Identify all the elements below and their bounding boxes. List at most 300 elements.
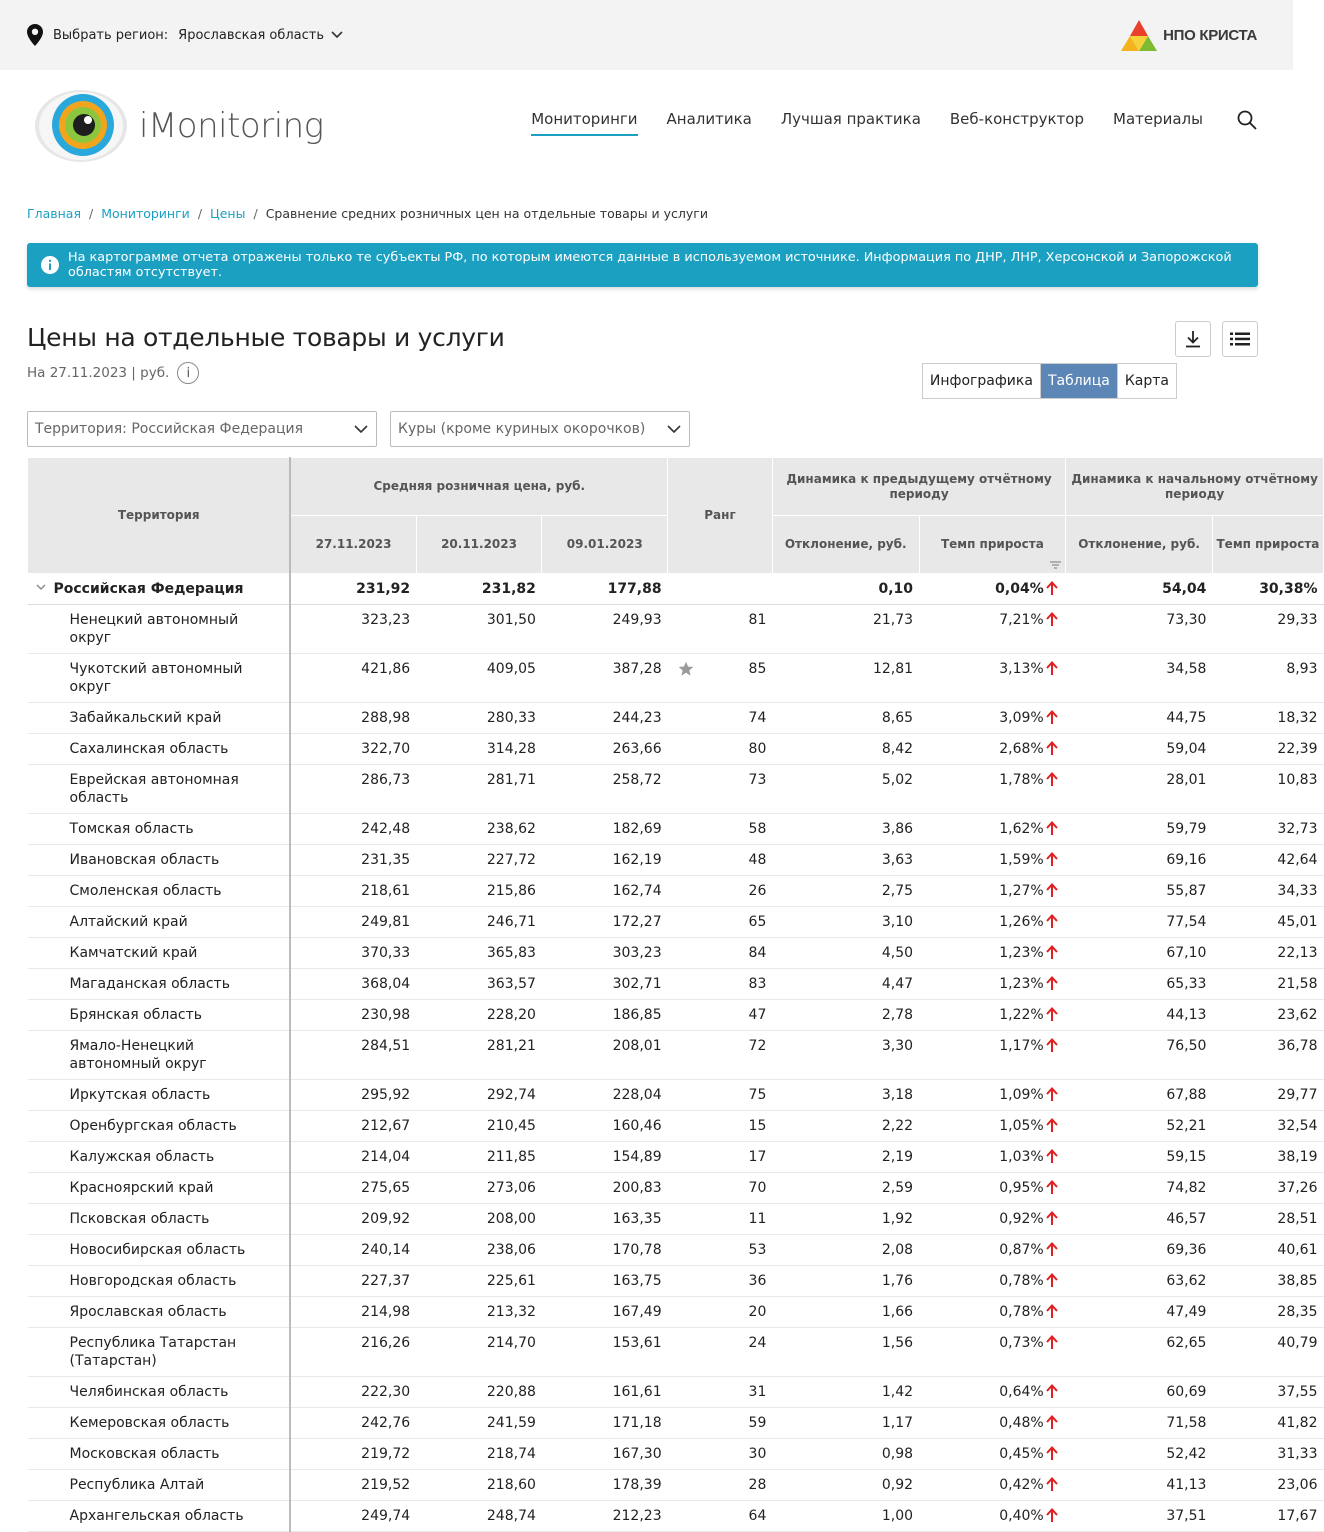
rank-cell (668, 1142, 773, 1173)
arrow-up-icon (1046, 821, 1058, 835)
growth-prev-value: 0,64% (999, 1384, 1044, 1400)
price-3: 182,69 (542, 814, 668, 845)
arrow-up-icon (1046, 1304, 1058, 1318)
price-1: 219,72 (290, 1439, 416, 1470)
rank-value: 84 (748, 945, 767, 961)
growth-start: 40,79 (1212, 1328, 1323, 1377)
rank-cell (668, 1111, 773, 1142)
list-button[interactable] (1222, 321, 1258, 357)
growth-start: 38,85 (1212, 1266, 1323, 1297)
territory-name[interactable]: Ивановская область (28, 845, 291, 876)
territory-name[interactable]: Забайкальский край (28, 703, 291, 734)
price-2: 218,74 (416, 1439, 542, 1470)
rank-value: 70 (748, 1180, 767, 1196)
territory-select[interactable] (27, 411, 377, 447)
growth-prev (919, 765, 1066, 814)
growth-start: 36,78 (1212, 1031, 1323, 1080)
deviation-start: 59,15 (1066, 1142, 1213, 1173)
header-date-2[interactable]: 20.11.2023 (416, 516, 542, 574)
view-table[interactable]: Таблица (1040, 364, 1117, 398)
rank-value: 30 (748, 1446, 767, 1462)
deviation-start: 41,13 (1066, 1470, 1213, 1501)
deviation-start: 71,58 (1066, 1408, 1213, 1439)
arrow-up-icon (1046, 1007, 1058, 1021)
growth-prev (919, 845, 1066, 876)
total-territory-cell[interactable] (28, 574, 291, 605)
price-2: 238,62 (416, 814, 542, 845)
price-3: 162,19 (542, 845, 668, 876)
price-1: 286,73 (290, 765, 416, 814)
title-block (0, 323, 1293, 411)
growth-prev-value: 2,68% (999, 741, 1044, 757)
growth-prev-value: 1,23% (999, 976, 1044, 992)
download-icon (1185, 330, 1201, 348)
rank-value: 53 (748, 1242, 767, 1258)
rank-cell (668, 1204, 773, 1235)
territory-select-value: Территория: Российская Федерация (35, 421, 304, 437)
growth-prev (919, 1297, 1066, 1328)
download-button[interactable] (1175, 321, 1211, 357)
table-row[interactable] (28, 1080, 1324, 1111)
rank-cell (668, 703, 773, 734)
price-1: 322,70 (290, 734, 416, 765)
territory-name[interactable]: Ярославская область (28, 1297, 291, 1328)
growth-prev-value: 0,87% (999, 1242, 1044, 1258)
deviation-prev: 0,98 (772, 1439, 919, 1470)
price-1: 288,98 (290, 703, 416, 734)
page-title: Цены на отдельные товары и услуги (27, 323, 505, 352)
arrow-up-icon (1046, 1384, 1058, 1398)
list-icon (1230, 332, 1250, 346)
price-2: 273,06 (416, 1173, 542, 1204)
table-row[interactable] (28, 1204, 1324, 1235)
territory-name[interactable]: Новосибирская область (28, 1235, 291, 1266)
arrow-up-icon (1046, 976, 1058, 990)
rank-value: 74 (748, 710, 767, 726)
breadcrumb-separator: / (253, 206, 258, 221)
growth-prev-value: 0,95% (999, 1180, 1044, 1196)
header-growth-prev[interactable] (919, 516, 1066, 574)
territory-name[interactable]: Алтайский край (28, 907, 291, 938)
location-pin-icon (27, 24, 43, 46)
total-growth-prev-value: 0,04% (995, 581, 1044, 597)
territory-name[interactable]: Чукотский автономный округ (28, 654, 291, 703)
deviation-prev: 3,63 (772, 845, 919, 876)
table-row-total[interactable] (28, 574, 1324, 605)
collapse-chevron-icon[interactable] (36, 584, 46, 591)
deviation-prev: 2,78 (772, 1000, 919, 1031)
price-3: 154,89 (542, 1142, 668, 1173)
price-2: 213,32 (416, 1297, 542, 1328)
rank-cell (668, 1297, 773, 1328)
krista-logo-icon (1121, 18, 1157, 52)
view-map[interactable]: Карта (1117, 364, 1176, 398)
growth-prev (919, 605, 1066, 654)
partner-logo[interactable] (1121, 18, 1257, 52)
table-row[interactable] (28, 1408, 1324, 1439)
breadcrumb-monitorings[interactable]: Мониторинги (101, 206, 190, 221)
growth-prev-value: 0,92% (999, 1211, 1044, 1227)
territory-name[interactable]: Смоленская область (28, 876, 291, 907)
growth-prev (919, 1111, 1066, 1142)
rank-cell (668, 1080, 773, 1111)
rank-cell (668, 734, 773, 765)
growth-prev-value: 1,27% (999, 883, 1044, 899)
price-3: 208,01 (542, 1031, 668, 1080)
arrow-up-icon (1046, 1335, 1058, 1349)
growth-prev-value: 1,78% (999, 772, 1044, 788)
territory-name[interactable]: Калужская область (28, 1142, 291, 1173)
price-3: 249,93 (542, 605, 668, 654)
price-3: 167,49 (542, 1297, 668, 1328)
territory-name[interactable]: Ненецкий автономный округ (28, 605, 291, 654)
rank-value: 36 (748, 1273, 767, 1289)
rank-value: 26 (748, 883, 767, 899)
rank-cell (668, 876, 773, 907)
table-row[interactable] (28, 1235, 1324, 1266)
rank-value: 65 (748, 914, 767, 930)
breadcrumb-separator: / (89, 206, 94, 221)
price-2: 210,45 (416, 1111, 542, 1142)
growth-prev (919, 1266, 1066, 1297)
growth-prev-value: 0,45% (999, 1446, 1044, 1462)
site-logo[interactable] (33, 88, 324, 164)
growth-prev (919, 1031, 1066, 1080)
price-1: 370,33 (290, 938, 416, 969)
rank-cell (668, 1439, 773, 1470)
rank-cell (668, 1408, 773, 1439)
table-row[interactable] (28, 605, 1324, 654)
info-banner-text: На картограмме отчета отражены только те субъекты РФ, по которым имеются данные в используемом источнике. Информация по ДНР, ЛНР, Херсонской и Запорожской областям отсутствует. (68, 250, 1232, 280)
header-growth-start[interactable]: Темп прироста (1212, 516, 1323, 574)
table-row[interactable] (28, 1111, 1324, 1142)
total-price-1: 231,92 (290, 574, 416, 605)
arrow-up-icon (1046, 1038, 1058, 1052)
arrow-up-icon (1046, 581, 1058, 595)
rank-cell (668, 654, 773, 703)
price-2: 228,20 (416, 1000, 542, 1031)
table-row[interactable] (28, 1439, 1324, 1470)
breadcrumb-separator: / (197, 206, 203, 221)
rank-cell (668, 1501, 773, 1532)
header-date-1[interactable]: 27.11.2023 (290, 516, 416, 574)
deviation-start: 63,62 (1066, 1266, 1213, 1297)
deviation-prev: 1,76 (772, 1266, 919, 1297)
rank-cell (668, 1000, 773, 1031)
growth-start: 22,39 (1212, 734, 1323, 765)
rank-cell (668, 969, 773, 1000)
price-2: 281,21 (416, 1031, 542, 1080)
nav-item-materials[interactable]: Материалы (1113, 110, 1203, 128)
growth-start: 40,61 (1212, 1235, 1323, 1266)
growth-start: 29,33 (1212, 605, 1323, 654)
price-1: 214,98 (290, 1297, 416, 1328)
price-2: 218,60 (416, 1470, 542, 1501)
table-row[interactable] (28, 1377, 1324, 1408)
arrow-up-icon (1046, 1180, 1058, 1194)
total-price-3: 177,88 (542, 574, 668, 605)
view-infographic[interactable]: Инфографика (923, 364, 1040, 398)
rank-value: 83 (748, 976, 767, 992)
rank-value: 85 (748, 661, 767, 677)
price-1: 214,04 (290, 1142, 416, 1173)
deviation-start: 73,30 (1066, 605, 1213, 654)
deviation-prev: 8,65 (772, 703, 919, 734)
price-2: 409,05 (416, 654, 542, 703)
rank-value: 24 (748, 1335, 767, 1351)
rank-cell (668, 907, 773, 938)
arrow-up-icon (1046, 612, 1058, 626)
deviation-prev: 3,10 (772, 907, 919, 938)
table-row[interactable] (28, 938, 1324, 969)
product-select[interactable] (390, 411, 690, 447)
territory-name[interactable]: Еврейская автономная область (28, 765, 291, 814)
growth-start: 45,01 (1212, 907, 1323, 938)
growth-prev-value: 1,09% (999, 1087, 1044, 1103)
filters (0, 411, 1293, 447)
deviation-start: 74,82 (1066, 1173, 1213, 1204)
territory-name[interactable]: Камчатский край (28, 938, 291, 969)
growth-start: 38,19 (1212, 1142, 1323, 1173)
info-circle-icon[interactable]: i (177, 362, 199, 384)
sort-icon[interactable] (1050, 561, 1061, 569)
price-2: 220,88 (416, 1377, 542, 1408)
rank-cell (668, 1266, 773, 1297)
table-row[interactable] (28, 1501, 1324, 1532)
table-row[interactable] (28, 1328, 1324, 1377)
growth-prev-value: 1,03% (999, 1149, 1044, 1165)
deviation-prev: 1,56 (772, 1328, 919, 1377)
nav-item-monitorings[interactable]: Мониторинги (531, 110, 637, 136)
arrow-up-icon (1046, 1149, 1058, 1163)
territory-name[interactable]: Оренбургская область (28, 1111, 291, 1142)
deviation-start: 59,79 (1066, 814, 1213, 845)
deviation-prev: 3,30 (772, 1031, 919, 1080)
territory-name[interactable]: Ямало-Ненецкий автономный округ (28, 1031, 291, 1080)
deviation-prev: 2,08 (772, 1235, 919, 1266)
header-deviation-prev[interactable]: Отклонение, руб. (772, 516, 919, 574)
growth-prev (919, 969, 1066, 1000)
growth-prev (919, 938, 1066, 969)
header-rank[interactable]: Ранг (668, 458, 773, 574)
header-territory[interactable]: Территория (28, 458, 291, 574)
territory-name[interactable]: Челябинская область (28, 1377, 291, 1408)
prices-table (27, 457, 1324, 1532)
deviation-prev: 3,86 (772, 814, 919, 845)
nav-item-web-constructor[interactable]: Веб-конструктор (949, 110, 1084, 128)
growth-start: 42,64 (1212, 845, 1323, 876)
rank-cell (668, 814, 773, 845)
deviation-prev: 0,92 (772, 1470, 919, 1501)
territory-name[interactable]: Архангельская область (28, 1501, 291, 1532)
price-1: 242,76 (290, 1408, 416, 1439)
deviation-prev: 3,18 (772, 1080, 919, 1111)
deviation-start: 60,69 (1066, 1377, 1213, 1408)
deviation-prev: 5,02 (772, 765, 919, 814)
arrow-up-icon (1046, 772, 1058, 786)
price-2: 211,85 (416, 1142, 542, 1173)
region-label: Выбрать регион: (53, 27, 169, 43)
growth-prev-value: 1,59% (999, 852, 1044, 868)
rank-cell (668, 605, 773, 654)
report-date-units: На 27.11.2023 | руб. (27, 365, 170, 381)
rank-cell (668, 1235, 773, 1266)
header-deviation-start[interactable]: Отклонение, руб. (1066, 516, 1213, 574)
deviation-prev: 1,42 (772, 1377, 919, 1408)
rank-value: 59 (748, 1415, 767, 1431)
price-3: 186,85 (542, 1000, 668, 1031)
growth-start: 8,93 (1212, 654, 1323, 703)
table-row[interactable] (28, 1142, 1324, 1173)
growth-start: 37,26 (1212, 1173, 1323, 1204)
deviation-start: 47,49 (1066, 1297, 1213, 1328)
rank-value: 81 (748, 612, 767, 628)
territory-name[interactable]: Новгородская область (28, 1266, 291, 1297)
territory-name[interactable]: Республика Татарстан (Татарстан) (28, 1328, 291, 1377)
deviation-prev: 4,47 (772, 969, 919, 1000)
growth-prev-value: 1,22% (999, 1007, 1044, 1023)
rank-cell (668, 845, 773, 876)
rank-cell (668, 1173, 773, 1204)
table-row[interactable] (28, 1266, 1324, 1297)
table-row[interactable] (28, 1297, 1324, 1328)
deviation-start: 34,58 (1066, 654, 1213, 703)
price-2: 292,74 (416, 1080, 542, 1111)
deviation-start: 76,50 (1066, 1031, 1213, 1080)
price-3: 200,83 (542, 1173, 668, 1204)
growth-start: 41,82 (1212, 1408, 1323, 1439)
total-deviation-prev: 0,10 (772, 574, 919, 605)
growth-start: 17,67 (1212, 1501, 1323, 1532)
price-2: 280,33 (416, 703, 542, 734)
arrow-up-icon (1046, 1273, 1058, 1287)
price-1: 218,61 (290, 876, 416, 907)
territory-name[interactable]: Томская область (28, 814, 291, 845)
price-1: 421,86 (290, 654, 416, 703)
rank-value: 11 (748, 1211, 767, 1227)
growth-prev-value: 0,42% (999, 1477, 1044, 1493)
territory-name[interactable]: Московская область (28, 1439, 291, 1470)
price-2: 215,86 (416, 876, 542, 907)
star-icon[interactable] (678, 661, 694, 677)
search-icon[interactable] (1237, 110, 1257, 130)
table-row[interactable] (28, 907, 1324, 938)
table-row[interactable] (28, 734, 1324, 765)
logo-text: iMonitoring (139, 106, 324, 146)
price-1: 242,48 (290, 814, 416, 845)
deviation-start: 44,13 (1066, 1000, 1213, 1031)
price-3: 163,35 (542, 1204, 668, 1235)
growth-prev (919, 1000, 1066, 1031)
rank-value: 28 (748, 1477, 767, 1493)
territory-name[interactable]: Сахалинская область (28, 734, 291, 765)
price-3: 178,39 (542, 1470, 668, 1501)
deviation-prev: 12,81 (772, 654, 919, 703)
table-row[interactable] (28, 969, 1324, 1000)
table-row[interactable] (28, 1031, 1324, 1080)
territory-name[interactable]: Брянская область (28, 1000, 291, 1031)
price-3: 171,18 (542, 1408, 668, 1439)
price-2: 238,06 (416, 1235, 542, 1266)
deviation-start: 77,54 (1066, 907, 1213, 938)
header-date-3[interactable]: 09.01.2023 (542, 516, 668, 574)
growth-prev (919, 1142, 1066, 1173)
price-3: 167,30 (542, 1439, 668, 1470)
price-1: 222,30 (290, 1377, 416, 1408)
table-row[interactable] (28, 1000, 1324, 1031)
arrow-up-icon (1046, 883, 1058, 897)
table-row[interactable] (28, 703, 1324, 734)
price-1: 209,92 (290, 1204, 416, 1235)
total-territory-name: Российская Федерация (53, 581, 244, 597)
data-table-container[interactable] (27, 457, 1320, 1524)
breadcrumb-home[interactable]: Главная (27, 206, 81, 221)
price-3: 263,66 (542, 734, 668, 765)
territory-name[interactable]: Магаданская область (28, 969, 291, 1000)
rank-value: 15 (748, 1118, 767, 1134)
growth-start: 29,77 (1212, 1080, 1323, 1111)
nav-item-best-practice[interactable]: Лучшая практика (780, 110, 921, 128)
growth-start: 32,73 (1212, 814, 1323, 845)
nav-item-analytics[interactable]: Аналитика (666, 110, 752, 128)
rank-value: 20 (748, 1304, 767, 1320)
region-value: Ярославская область (178, 27, 325, 43)
price-3: 160,46 (542, 1111, 668, 1142)
table-row[interactable] (28, 765, 1324, 814)
table-row[interactable] (28, 1173, 1324, 1204)
growth-start: 28,51 (1212, 1204, 1323, 1235)
price-3: 303,23 (542, 938, 668, 969)
territory-name[interactable]: Псковская область (28, 1204, 291, 1235)
table-row[interactable] (28, 876, 1324, 907)
rank-value: 48 (748, 852, 767, 868)
rank-value: 58 (748, 821, 767, 837)
territory-name[interactable]: Красноярский край (28, 1173, 291, 1204)
price-1: 284,51 (290, 1031, 416, 1080)
deviation-prev: 2,22 (772, 1111, 919, 1142)
price-2: 246,71 (416, 907, 542, 938)
header-growth-prev-label: Темп прироста (940, 537, 1044, 551)
growth-prev (919, 814, 1066, 845)
deviation-prev: 1,17 (772, 1408, 919, 1439)
deviation-start: 37,51 (1066, 1501, 1213, 1532)
price-3: 162,74 (542, 876, 668, 907)
arrow-up-icon (1046, 1415, 1058, 1429)
rank-value: 75 (748, 1087, 767, 1103)
table-row[interactable] (28, 654, 1324, 703)
region-select[interactable] (178, 28, 343, 43)
growth-prev (919, 876, 1066, 907)
deviation-start: 67,88 (1066, 1080, 1213, 1111)
growth-start: 28,35 (1212, 1297, 1323, 1328)
price-1: 275,65 (290, 1173, 416, 1204)
deviation-start: 69,16 (1066, 845, 1213, 876)
deviation-prev: 1,66 (772, 1297, 919, 1328)
territory-name[interactable]: Иркутская область (28, 1080, 291, 1111)
arrow-up-icon (1046, 1242, 1058, 1256)
growth-prev (919, 654, 1066, 703)
arrow-up-icon (1046, 914, 1058, 928)
table-row[interactable] (28, 1470, 1324, 1501)
deviation-start: 44,75 (1066, 703, 1213, 734)
growth-prev-value: 1,17% (999, 1038, 1044, 1054)
breadcrumb-prices[interactable]: Цены (210, 206, 246, 221)
table-row[interactable] (28, 814, 1324, 845)
territory-name[interactable]: Республика Алтай (28, 1470, 291, 1501)
table-row[interactable] (28, 845, 1324, 876)
growth-start: 31,33 (1212, 1439, 1323, 1470)
territory-name[interactable]: Кемеровская область (28, 1408, 291, 1439)
